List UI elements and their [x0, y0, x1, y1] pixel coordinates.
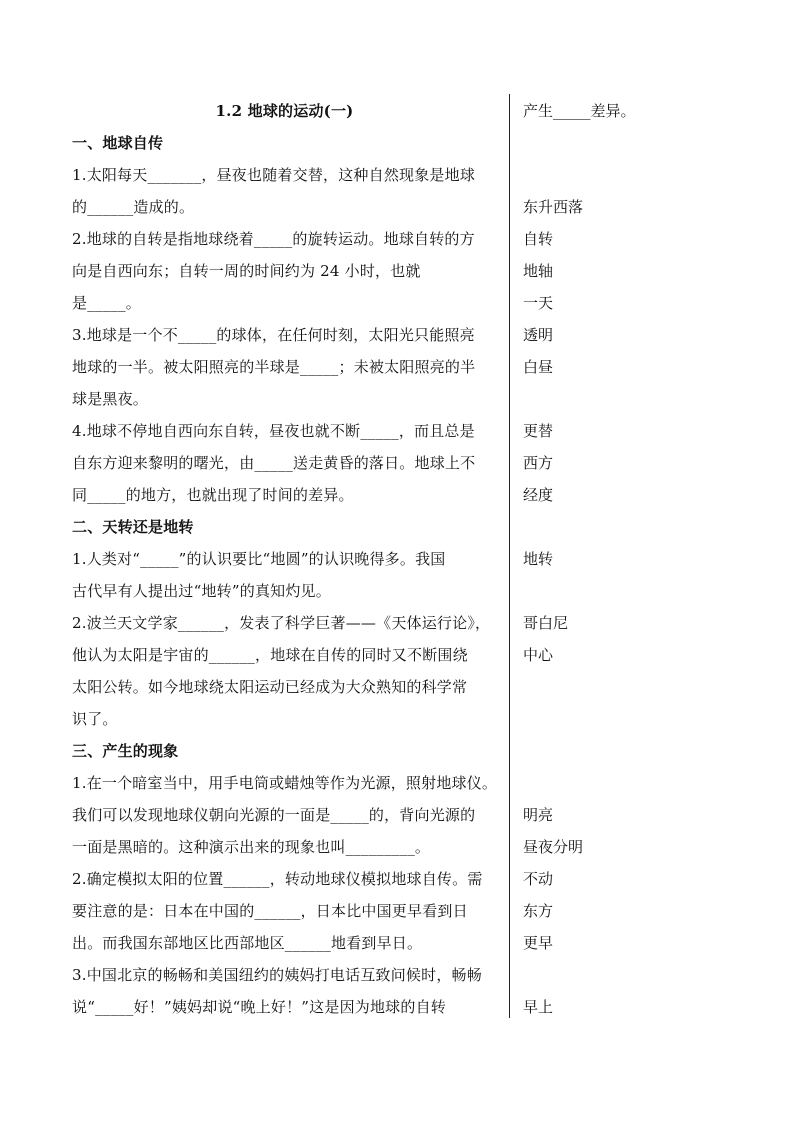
answer-item: 中心 — [523, 646, 554, 664]
answer-item: 更替 — [523, 422, 554, 440]
answer-item: 早上 — [523, 998, 554, 1016]
page-title: 1.2 地球的运动(一) — [215, 102, 354, 120]
text-line: 地球的一半。被太阳照亮的半球是_____；未被太阳照亮的半 — [72, 358, 476, 376]
answer-item: 经度 — [523, 486, 554, 504]
column-divider — [509, 94, 510, 1018]
answer-item: 昼夜分明 — [523, 838, 584, 856]
text-line: 他认为太阳是宇宙的______，地球在自传的同时又不断围绕 — [72, 646, 468, 664]
answer-item: 东方 — [523, 902, 554, 920]
answer-item: 地轴 — [523, 262, 554, 280]
text-line: 一面是黑暗的。这种演示出来的现象也叫_________。 — [72, 838, 431, 856]
text-line: 我们可以发现地球仪朝向光源的一面是_____的，背向光源的 — [72, 806, 476, 824]
text-line: 古代早有人提出过“地转”的真知灼见。 — [72, 582, 331, 600]
text-line: 同_____的地方，也就出现了时间的差异。 — [72, 486, 354, 504]
answer-item: 更早 — [523, 934, 554, 952]
answer-item: 哥白尼 — [523, 614, 569, 632]
text-line: 的______造成的。 — [72, 198, 195, 216]
text-line: 识了。 — [72, 710, 118, 728]
text-line: 球是黑夜。 — [72, 390, 149, 408]
section-heading-2: 二、天转还是地转 — [72, 518, 194, 536]
text-line: 向是自西向东；自转一周的时间约为 24 小时，也就 — [72, 262, 421, 280]
text-line: 是_____。 — [72, 294, 141, 312]
section-heading-1: 一、地球自传 — [72, 134, 164, 152]
text-line: 1.在一个暗室当中，用手电筒或蜡烛等作为光源，照射地球仪。 — [72, 774, 497, 792]
text-line: 1.人类对“_____”的认识要比“地圆”的认识晚得多。我国 — [72, 550, 446, 568]
answer-item: 地转 — [523, 550, 554, 568]
text-line: 2.确定模拟太阳的位置______，转动地球仪模拟地球自传。需 — [72, 870, 483, 888]
answer-item: 自转 — [523, 230, 554, 248]
answer-item: 透明 — [523, 326, 554, 344]
section-heading-3: 三、产生的现象 — [72, 742, 179, 760]
answer-item: 白昼 — [523, 358, 554, 376]
text-line: 3.中国北京的畅畅和美国纽约的姨妈打电话互致问候时，畅畅 — [72, 966, 482, 984]
text-line: 太阳公转。如今地球绕太阳运动已经成为大众熟知的科学常 — [72, 678, 468, 696]
text-line: 出。而我国东部地区比西部地区______地看到早日。 — [72, 934, 423, 952]
text-line: 2.波兰天文学家______，发表了科学巨著——《天体运行论》， — [72, 614, 491, 632]
answer-item: 东升西落 — [523, 198, 584, 216]
answer-item: 西方 — [523, 454, 554, 472]
text-line: 3.地球是一个不_____的球体，在任何时刻，太阳光只能照亮 — [72, 326, 475, 344]
text-line: 4.地球不停地自西向东自转，昼夜也就不断_____，而且总是 — [72, 422, 475, 440]
text-line: 要注意的是：日本在中国的______，日本比中国更早看到日 — [72, 902, 468, 920]
answer-item: 一天 — [523, 294, 554, 312]
text-line: 2.地球的自转是指地球绕着_____的旋转运动。地球自转的方 — [72, 230, 475, 248]
text-line: 说“_____好！”姨妈却说“晚上好！”这是因为地球的自转 — [72, 998, 446, 1016]
answer-item: 不动 — [523, 870, 554, 888]
answer-item: 明亮 — [523, 806, 554, 824]
text-line: 1.太阳每天_______，昼夜也随着交替，这种自然现象是地球 — [72, 166, 476, 184]
answer-header-note: 产生_____差异。 — [523, 102, 636, 120]
text-line: 自东方迎来黎明的曙光，由_____送走黄昏的落日。地球上不 — [72, 454, 476, 472]
